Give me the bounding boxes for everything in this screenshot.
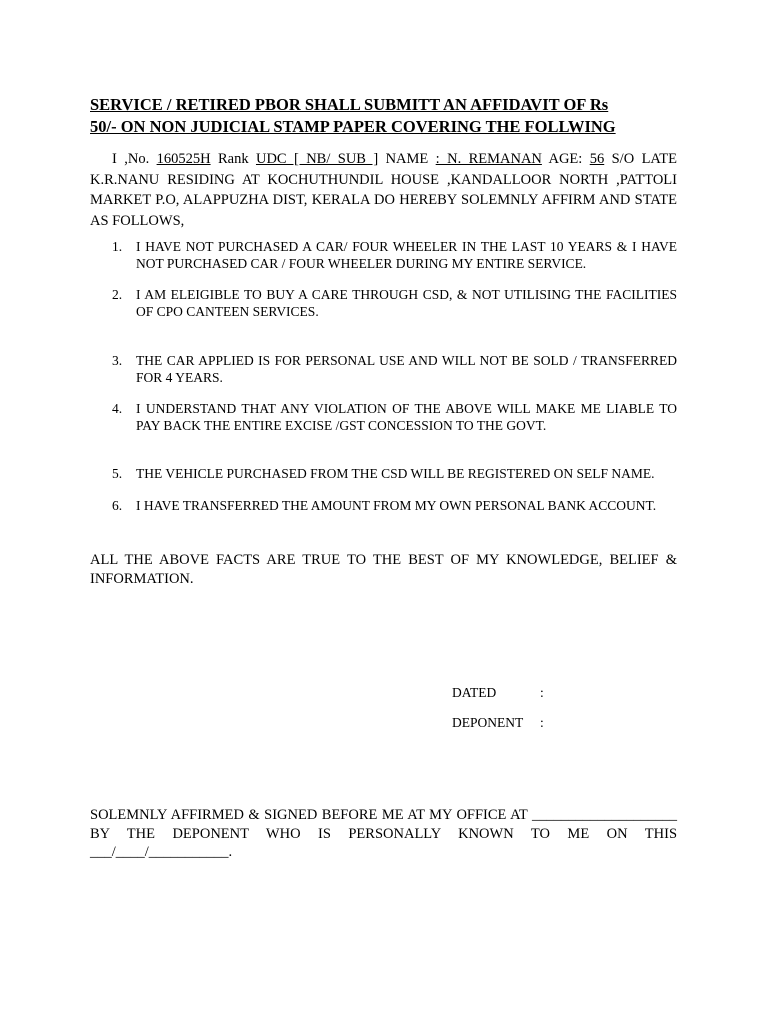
affirmation-paragraph xyxy=(90,806,677,862)
list-item xyxy=(90,352,677,386)
name-label: NAME xyxy=(385,151,429,167)
age-label: AGE: xyxy=(548,151,583,167)
dated-separator: : xyxy=(540,685,544,700)
document-heading xyxy=(90,94,677,138)
list-item-number: 3. xyxy=(112,353,123,368)
date-blank: ___/____/___________. xyxy=(90,844,233,860)
list-item-number: 5. xyxy=(112,466,123,481)
list-item-number: 6. xyxy=(112,498,123,513)
affirmed-line-3: ME ON THIS xyxy=(567,825,678,842)
service-number-label: I ,No. xyxy=(112,151,150,167)
list-item xyxy=(90,400,677,434)
declaration-rest: S/O LATE K.R.NANU RESIDING AT KOCHUTHUNDIL HOUSE ,KANDALLOOR NORTH ,PATTOLI MARKET P.O, ALAPPUZHA DIST, KERALA DO HEREBY SOLEMNLY AFFIRM AND STATE AS FOLLOWS, xyxy=(90,151,677,229)
list-item-text: THE CAR APPLIED IS FOR PERSONAL USE AND WILL NOT BE SOLD / TRANSFERRED FOR 4 YEARS. xyxy=(136,353,677,385)
deponent-line xyxy=(452,714,544,731)
name-value: : N. REMANAN xyxy=(435,151,542,167)
list-item xyxy=(90,238,677,272)
facts-statement: ALL THE ABOVE FACTS ARE TRUE TO THE BEST OF MY KNOWLEDGE, BELIEF & INFORMATION. xyxy=(90,552,677,587)
affidavit-page xyxy=(90,94,677,589)
affirmation-list xyxy=(90,238,677,514)
affirmed-line-2: BY THE DEPONENT WHO IS PERSONALLY KNOWN TO xyxy=(90,825,550,842)
dated-line xyxy=(452,684,544,701)
rank-label: Rank xyxy=(217,151,249,167)
list-item-text: I HAVE TRANSFERRED THE AMOUNT FROM MY OWN PERSONAL BANK ACCOUNT. xyxy=(136,498,657,513)
service-number: 160525H xyxy=(156,151,211,167)
heading-line-2: 50/- ON NON JUDICIAL STAMP PAPER COVERING THE FOLLWING xyxy=(90,117,616,136)
deponent-label: DEPONENT xyxy=(452,715,524,730)
list-item-text: THE VEHICLE PURCHASED FROM THE CSD WILL BE REGISTERED ON SELF NAME. xyxy=(136,466,655,481)
declaration-paragraph xyxy=(90,149,677,231)
heading-line-1: SERVICE / RETIRED PBOR SHALL SUBMITT AN AFFIDAVIT OF Rs xyxy=(90,95,609,114)
rank-value: UDC [ NB/ SUB ] xyxy=(255,151,379,167)
list-item xyxy=(90,497,677,514)
list-item xyxy=(90,286,677,320)
age-value: 56 xyxy=(589,151,605,167)
list-item-number: 1. xyxy=(112,239,123,254)
deponent-separator: : xyxy=(540,715,544,730)
list-item-text: I AM ELEIGIBLE TO BUY A CARE THROUGH CSD, & NOT UTILISING THE FACILITIES OF CPO CANTEEN SERVICES. xyxy=(136,287,677,319)
place-blank: ____________________ xyxy=(532,807,677,823)
list-item-text: I UNDERSTAND THAT ANY VIOLATION OF THE ABOVE WILL MAKE ME LIABLE TO PAY BACK THE ENTIRE EXCISE /GST CONCESSION TO THE GOVT. xyxy=(136,401,677,433)
dated-label: DATED xyxy=(452,685,497,700)
list-item xyxy=(90,465,677,482)
list-item-number: 2. xyxy=(112,287,123,302)
list-item-text: I HAVE NOT PURCHASED A CAR/ FOUR WHEELER IN THE LAST 10 YEARS & I HAVE NOT PURCHASED CAR / FOUR WHEELER DURING MY ENTIRE SERVICE. xyxy=(136,239,677,271)
list-item-number: 4. xyxy=(112,401,123,416)
affirmed-line-1: SOLEMNLY AFFIRMED & SIGNED BEFORE ME AT MY OFFICE AT xyxy=(90,807,528,823)
